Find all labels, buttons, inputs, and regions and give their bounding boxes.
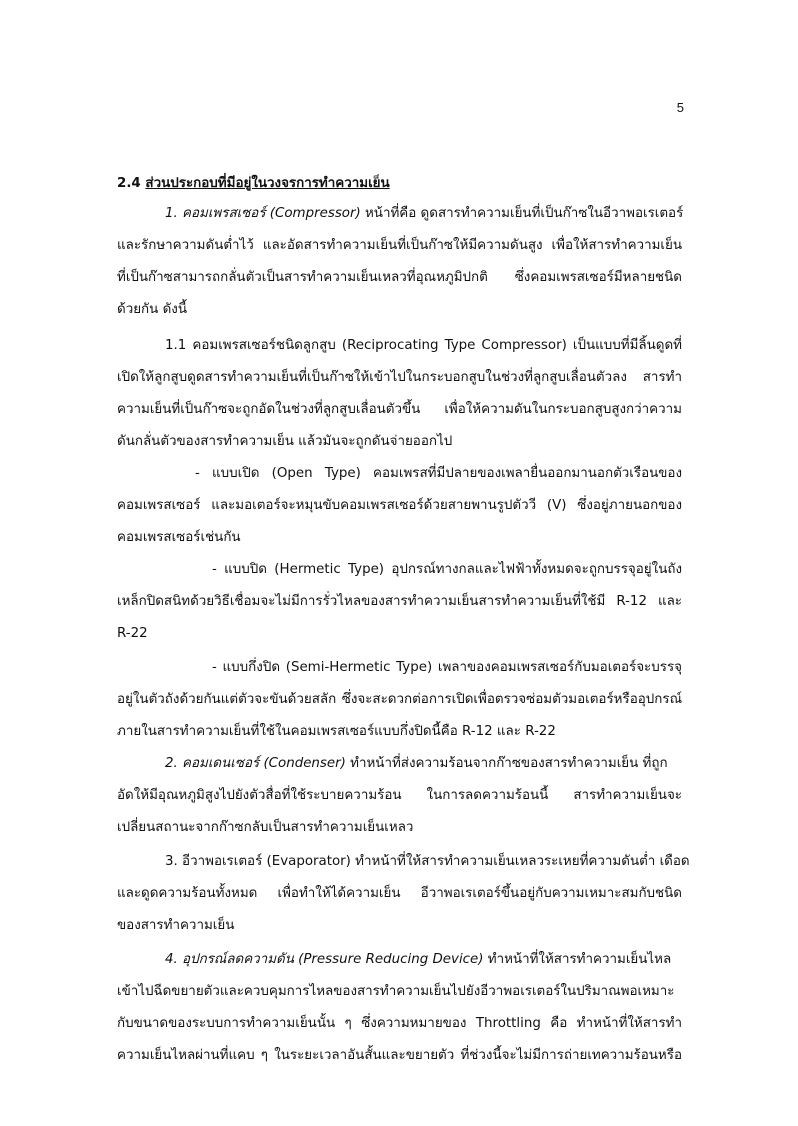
section-title: ส่วนประกอบที่มีอยู่ในวงจรการทำความเย็น: [145, 176, 390, 191]
section-number: 2.4: [117, 176, 141, 191]
paragraph-line: กับขนาดของระบบการทำความเย็นนั้น ๆ ซึ่งความหมายของ Throttling คือ ทำหน้าที่ให้สารทำ: [117, 1016, 682, 1031]
paragraph-compressor-line-1: [165, 202, 683, 226]
paragraph-line: 3. อีวาพอเรเตอร์ (Evaporator) ทำหน้าที่ให้สารทำความเย็นเหลวระเหยที่ความดันต่ำ เดือด: [165, 854, 690, 869]
paragraph-line: เข้าไปฉีดขยายตัวและควบคุมการไหลของสารทำความเย็นไปยังอีวาพอเรเตอร์ในปริมาณพอเหมาะ: [117, 984, 675, 999]
paragraph-line: และดูดความร้อนทั้งหมด เพื่อทำให้ได้ความเย็น อีวาพอเรเตอร์ขึ้นอยู่กับความเหมาะสมกับชนิด: [117, 886, 682, 901]
paragraph-line: และรักษาความดันต่ำไว้ และอัดสารทำความเย็นที่เป็นก๊าซให้มีความดันสูง เพื่อให้สารทำความเย็น: [117, 238, 682, 253]
paragraph-line: ดันกลั่นตัวของสารทำความเย็น แล้วมันจะถูกดันจ่ายออกไป: [117, 434, 453, 449]
pressure-device-term: 4. อุปกรณ์ลดความดัน (Pressure Reducing Device): [165, 952, 484, 967]
paragraph-pressure-device-line-1: [165, 948, 671, 972]
paragraph-line: ความเย็นที่เป็นก๊าซจะถูกอัดในช่วงที่ลูกสูบเลื่อนตัวขึ้น เพื่อให้ความดันในกระบอกสูบสูงกว่าความ: [117, 402, 682, 417]
paragraph-line: เปลี่ยนสถานะจากก๊าซกลับเป็นสารทำความเย็นเหลว: [117, 820, 414, 835]
paragraph-line: คอมเพรสเซอร์ และมอเตอร์จะหมุนขับคอมเพรสเซอร์ด้วยสายพานรูปตัววี (V) ซึ่งอยู่ภายนอกของ: [117, 498, 682, 513]
condenser-text: ทำหน้าที่ส่งความร้อนจากก๊าซของสารทำความเย็น ที่ถูก: [345, 756, 668, 771]
paragraph-line: เปิดให้ลูกสูบดูดสารทำความเย็นที่เป็นก๊าซให้เข้าไปในกระบอกสูบในช่วงที่ลูกสูบเลื่อนตัวลง สารทำ: [117, 370, 682, 385]
paragraph-line: - แบบเปิด (Open Type) คอมเพรสที่มีปลายของเพลายื่นออกมานอกตัวเรือนของ: [195, 466, 682, 481]
paragraph-line: - แบบปิด (Hermetic Type) อุปกรณ์ทางกลและไฟฟ้าทั้งหมดจะถูกบรรจุอยู่ในถัง: [212, 562, 682, 577]
paragraph-condenser-line-1: [165, 752, 668, 776]
paragraph-line: คอมเพรสเซอร์เช่นกัน: [117, 530, 241, 545]
compressor-term: 1. คอมเพรสเซอร์ (Compressor): [165, 206, 361, 221]
paragraph-line: - แบบกึ่งปิด (Semi-Hermetic Type) เพลาของคอมเพรสเซอร์กับมอเตอร์จะบรรจุ: [212, 660, 682, 675]
paragraph-line: อัดให้มีอุณหภูมิสูงไปยังตัวสื่อที่ใช้ระบายความร้อน ในการลดความร้อนนี้ สารทำความเย็นจะ: [117, 788, 682, 803]
paragraph-line: ภายในสารทำความเย็นที่ใช้ในคอมเพรสเซอร์แบบกึ่งปิดนี้คือ R-12 และ R-22: [117, 724, 556, 739]
paragraph-line: เหล็กปิดสนิทด้วยวิธีเชื่อมจะไม่มีการรั่วไหลของสารทำความเย็นสารทำความเย็นที่ใช้มี R-12 และ: [117, 594, 682, 609]
paragraph-line: R-22: [117, 626, 148, 641]
paragraph-line: ความเย็นไหลผ่านที่แคบ ๆ ในระยะเวลาอันสั้นและขยายตัว ที่ช่วงนี้จะไม่มีการถ่ายเทความร้อนหรือ: [117, 1048, 682, 1063]
condenser-term: 2. คอมเดนเซอร์ (Condenser): [165, 756, 346, 771]
paragraph-line: ของสารทำความเย็น: [117, 918, 235, 933]
section-heading: [117, 172, 390, 196]
page-number: 5: [676, 100, 684, 115]
pressure-device-text: ทำหน้าที่ให้สารทำความเย็นไหล: [483, 952, 672, 967]
paragraph-line: อยู่ในตัวถังด้วยกันแต่ตัวจะขันด้วยสลัก ซึ่งจะสะดวกต่อการเปิดเพื่อตรวจซ่อมตัวมอเตอร์หรืออุปกรณ์: [117, 692, 682, 707]
paragraph-line: 1.1 คอมเพรสเซอร์ชนิดลูกสูบ (Reciprocating Type Compressor) เป็นแบบที่มีลิ้นดูดที่: [165, 338, 682, 353]
paragraph-line: ที่เป็นก๊าซสามารถกลั่นตัวเป็นสารทำความเย็นเหลวที่อุณหภูมิปกติ ซึ่งคอมเพรสเซอร์มีหลายชนิด: [117, 270, 682, 285]
paragraph-line: ด้วยกัน ดังนี้: [117, 302, 187, 317]
compressor-text: หน้าที่คือ ดูดสารทำความเย็นที่เป็นก๊าซในอีวาพอเรเตอร์: [360, 206, 684, 221]
